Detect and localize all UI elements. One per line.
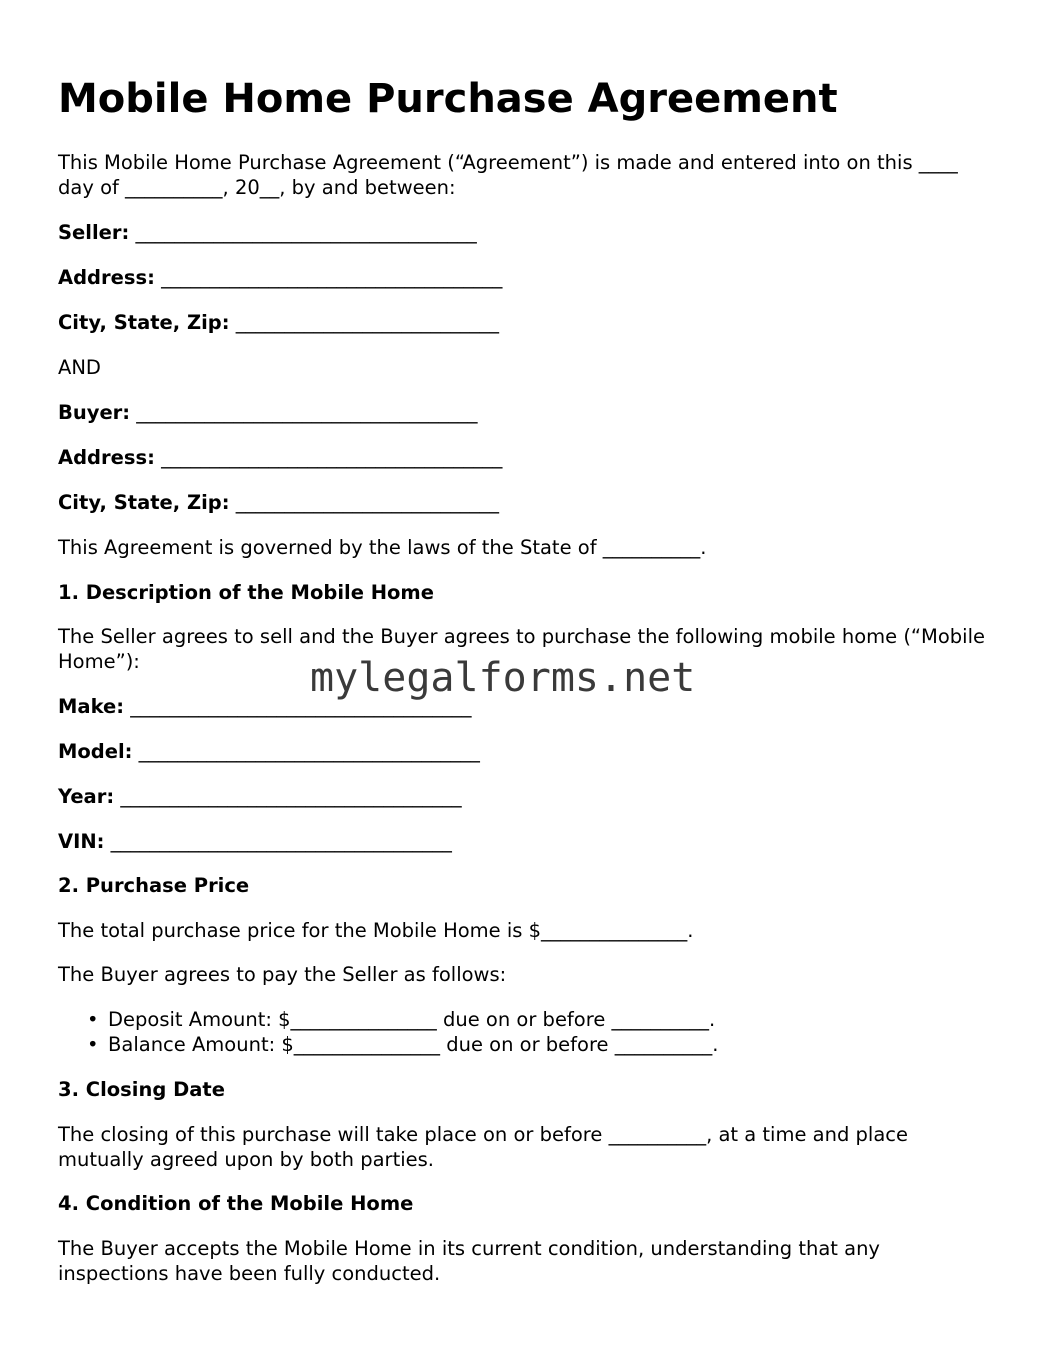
model-blank[interactable]: ___________________________________ <box>132 740 480 763</box>
seller-address-line <box>58 265 988 290</box>
section-3-heading: 3. Closing Date <box>58 1078 225 1101</box>
buyer-name-line <box>58 400 988 425</box>
section-4-heading: 4. Condition of the Mobile Home <box>58 1192 414 1215</box>
seller-address-blank[interactable]: ___________________________________ <box>154 266 503 289</box>
year-label: Year: <box>58 785 115 808</box>
balance-amount-text: Balance Amount: $_______________ due on or before __________. <box>108 1033 719 1056</box>
buyer-address-label: Address: <box>58 446 155 469</box>
buyer-city-blank[interactable]: ___________________________ <box>229 491 500 514</box>
section-1-heading: 1. Description of the Mobile Home <box>58 581 434 604</box>
year-line <box>58 784 988 809</box>
seller-name-line <box>58 220 988 245</box>
vin-label: VIN: <box>58 830 105 853</box>
model-line <box>58 739 988 764</box>
buyer-name-label: Buyer: <box>58 401 131 424</box>
seller-name-blank[interactable]: ___________________________________ <box>129 221 477 244</box>
vin-blank[interactable]: ___________________________________ <box>104 830 452 853</box>
document-title: Mobile Home Purchase Agreement <box>58 76 838 122</box>
governing-law-paragraph: This Agreement is governed by the laws of the State of __________. <box>58 536 707 559</box>
make-blank[interactable]: ___________________________________ <box>124 695 472 718</box>
year-blank[interactable]: ___________________________________ <box>114 785 462 808</box>
model-label: Model: <box>58 740 133 763</box>
intro-paragraph: This Mobile Home Purchase Agreement (“Agreement”) is made and entered into on this ____ day of __________, 20__, by and between: <box>58 151 958 199</box>
section-3-paragraph: The closing of this purchase will take place on or before __________, at a time and place mutually agreed upon by both parties. <box>58 1123 909 1171</box>
seller-name-label: Seller: <box>58 221 130 244</box>
deposit-amount-text: Deposit Amount: $_______________ due on or before __________. <box>108 1008 716 1031</box>
list-item <box>58 1032 718 1057</box>
and-separator: AND <box>58 356 101 379</box>
payment-list <box>58 1007 718 1057</box>
seller-city-label: City, State, Zip: <box>58 311 230 334</box>
payment-intro-paragraph: The Buyer agrees to pay the Seller as follows: <box>58 963 507 986</box>
buyer-address-line <box>58 445 988 470</box>
vin-line <box>58 829 988 854</box>
make-label: Make: <box>58 695 125 718</box>
seller-city-line <box>58 310 988 335</box>
buyer-name-blank[interactable]: ___________________________________ <box>130 401 478 424</box>
seller-city-blank[interactable]: ___________________________ <box>229 311 500 334</box>
section-4-paragraph: The Buyer accepts the Mobile Home in its current condition, understanding that any inspections have been fully conducted. <box>58 1237 880 1285</box>
section-1-paragraph: The Seller agrees to sell and the Buyer agrees to purchase the following mobile home (“Mobile Home”): <box>58 625 986 673</box>
buyer-city-label: City, State, Zip: <box>58 491 230 514</box>
section-2-heading: 2. Purchase Price <box>58 874 250 897</box>
seller-address-label: Address: <box>58 266 155 289</box>
buyer-address-blank[interactable]: ___________________________________ <box>154 446 503 469</box>
watermark: mylegalforms.net <box>310 655 696 701</box>
list-item <box>58 1007 718 1032</box>
purchase-price-paragraph: The total purchase price for the Mobile Home is $_______________. <box>58 919 694 942</box>
buyer-city-line <box>58 490 988 515</box>
bullet-icon: • <box>87 1033 99 1056</box>
bullet-icon: • <box>87 1008 99 1031</box>
